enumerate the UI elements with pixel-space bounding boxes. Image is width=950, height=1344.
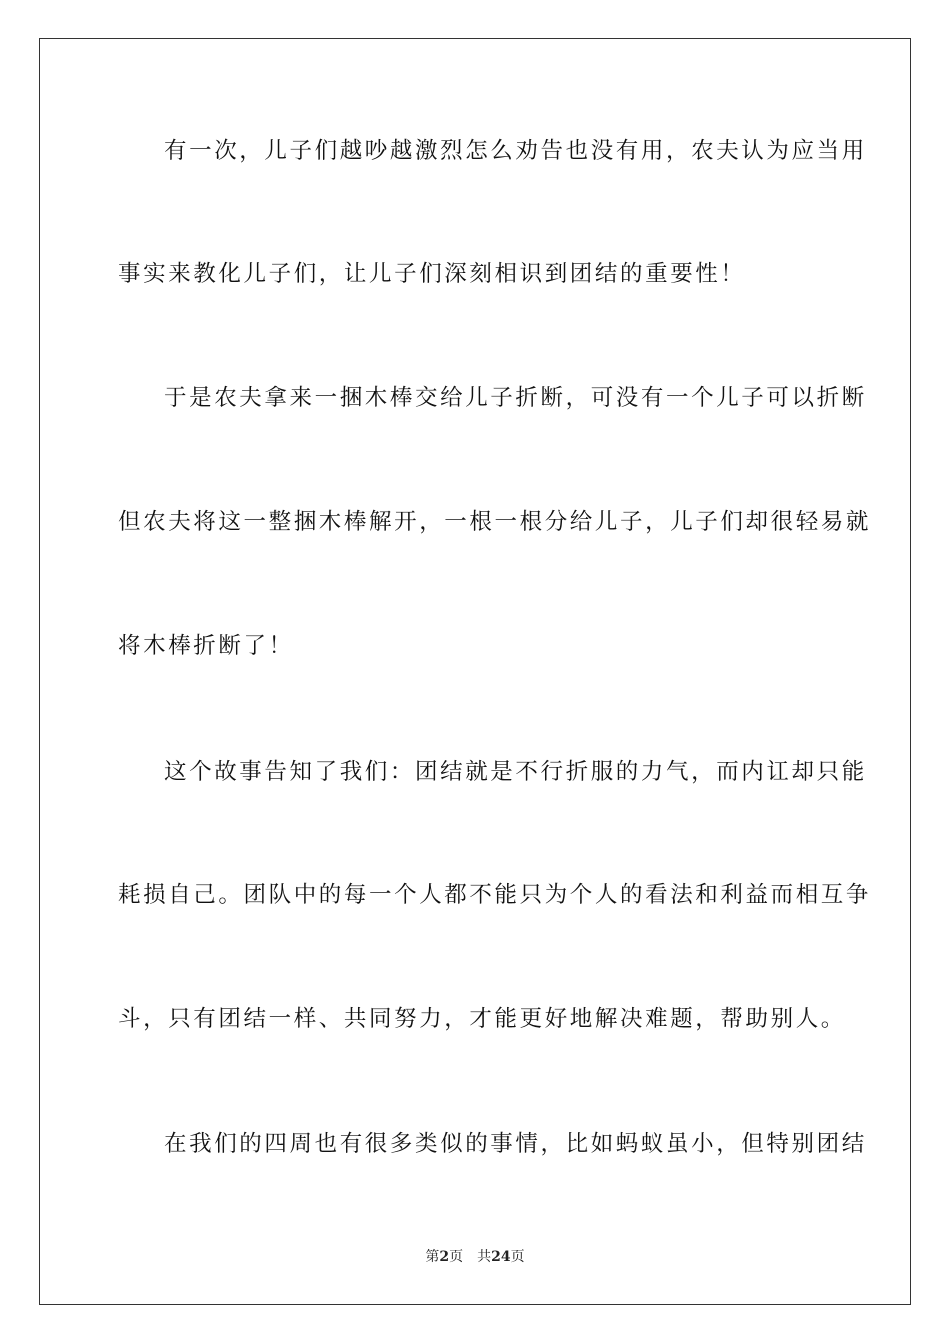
text-line-8: 斗，只有团结一样、共同努力，才能更好地解决难题，帮助别人。 bbox=[118, 1006, 846, 1032]
page-number: 2 bbox=[439, 1249, 450, 1265]
page-label-prefix: 第 bbox=[425, 1249, 440, 1265]
text-line-2: 事实来教化儿子们，让儿子们深刻相识到团结的重要性！ bbox=[118, 261, 746, 287]
total-label-suffix: 页 bbox=[510, 1249, 525, 1265]
total-pages: 24 bbox=[491, 1249, 511, 1265]
text-line-5: 将木棒折断了！ bbox=[118, 633, 294, 659]
page-border bbox=[39, 38, 911, 1305]
page-footer bbox=[0, 1246, 950, 1266]
text-line-6: 这个故事告知了我们：团结就是不行折服的力气，而内讧却只能 bbox=[164, 759, 867, 785]
text-line-9: 在我们的四周也有很多类似的事情，比如蚂蚁虽小，但特别团结 bbox=[164, 1131, 867, 1157]
total-label-prefix: 共 bbox=[477, 1249, 492, 1265]
text-line-4: 但农夫将这一整捆木棒解开，一根一根分给儿子，儿子们却很轻易就 bbox=[118, 509, 872, 535]
text-line-1: 有一次，儿子们越吵越激烈怎么劝告也没有用，农夫认为应当用 bbox=[164, 138, 867, 164]
text-line-3: 于是农夫拿来一捆木棒交给儿子折断，可没有一个儿子可以折断 bbox=[164, 385, 867, 411]
text-line-7: 耗损自己。团队中的每一个人都不能只为个人的看法和利益而相互争 bbox=[118, 882, 872, 908]
page-label-suffix: 页 bbox=[449, 1249, 464, 1265]
